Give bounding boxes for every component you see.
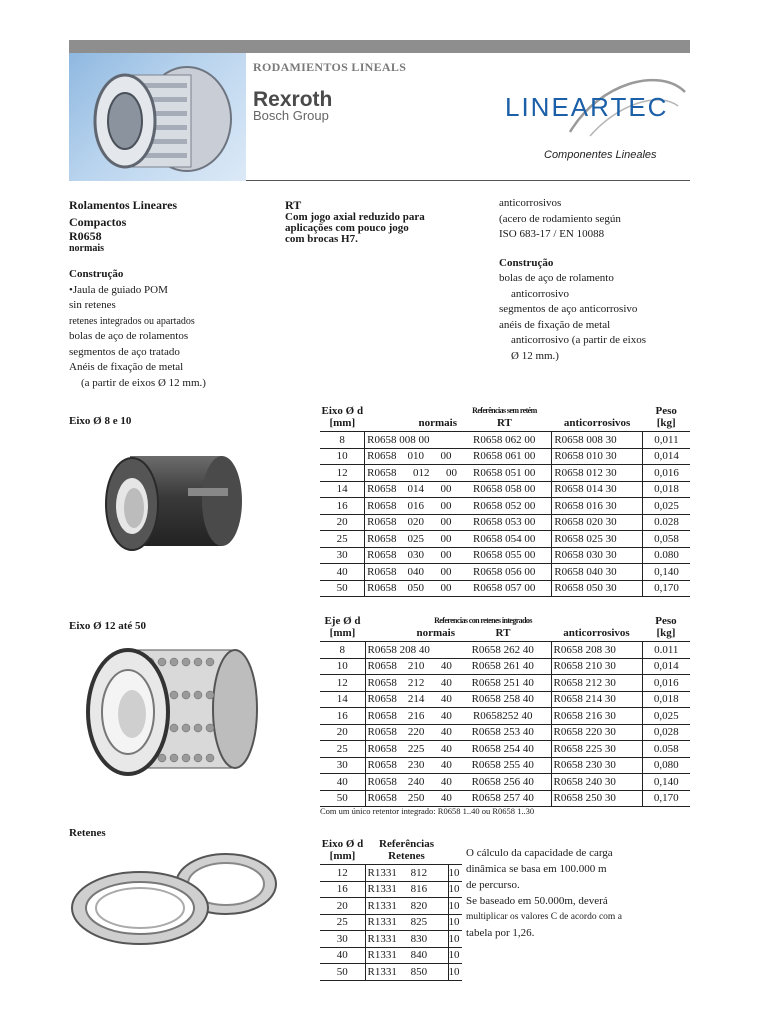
cell-anticorrosive: R0658 214 30 (551, 691, 642, 708)
header-diameter: Eixo Ø d (321, 838, 364, 850)
cell-weight: 0,014 (654, 450, 679, 463)
cell-diameter: 14 (320, 481, 365, 498)
cell-anticorrosive: R0658 225 30 (551, 741, 642, 758)
cell-rt: R0658 056 00 (457, 564, 552, 581)
table-row (320, 432, 690, 449)
table-note: Com um único retentor integrado: R0658 1..40 ou R0658 1..30 (320, 806, 535, 816)
table-seal-references (320, 838, 462, 981)
cell-weight: 0,170 (654, 582, 679, 595)
cell-weight: 0.028 (654, 516, 679, 529)
cell-seal-suffix: 10 (448, 965, 460, 978)
cell-seal-suffix: 10 (448, 866, 460, 879)
calc-line: dinâmica se basa em 100.000 m (466, 863, 607, 875)
header-mm: [mm] (329, 850, 356, 862)
header-anticorrosive: anticorrosivos (563, 627, 630, 639)
construction-line: sin retenes (69, 299, 116, 311)
anti-intro-line: ISO 683-17 / EN 10088 (499, 228, 605, 240)
rt-desc-line: aplicações com pouco jogo (285, 222, 409, 234)
anticorrosive-description (499, 196, 689, 364)
table-row (320, 481, 690, 498)
table-row (320, 931, 462, 948)
header-normais: normais (418, 417, 457, 429)
cell-seal-ref: R1331 850 (365, 964, 448, 981)
cell-normais: R0658 230 40 (367, 759, 452, 772)
cell-seal-suffix: 10 (448, 932, 460, 945)
brand-name: Rexroth (253, 88, 333, 111)
rt-heading: RT (285, 198, 302, 212)
header-weight: Peso (655, 615, 677, 627)
table-row (320, 708, 690, 725)
header-seals: Retenes (388, 850, 425, 862)
table-row (320, 790, 690, 807)
cell-seal-suffix: 10 (448, 916, 460, 929)
table-references-integrated-seals (320, 615, 690, 807)
cell-rt: R0658 062 00 (457, 432, 552, 449)
cell-rt: R0658 256 40 (455, 774, 551, 791)
header-rt: RT (495, 627, 511, 639)
header-weight: Peso (655, 405, 677, 417)
table-row (320, 741, 690, 758)
table-row (320, 564, 690, 581)
cell-seal-ref: R1331 820 (365, 898, 448, 915)
cell-weight: 0,016 (654, 466, 679, 479)
cell-rt: R0658 257 40 (455, 790, 551, 807)
cell-diameter: 20 (320, 898, 365, 915)
cell-diameter: 40 (320, 774, 365, 791)
cell-anticorrosive: R0658 210 30 (551, 658, 642, 675)
cell-anticorrosive: R0658 016 30 (552, 498, 643, 515)
cell-diameter: 8 (320, 432, 365, 449)
bearing-open-image (80, 640, 260, 780)
cell-normais: R0658 016 00 (367, 499, 452, 512)
product-description (69, 197, 259, 391)
table-row (320, 898, 462, 915)
cell-rt: R0658 251 40 (455, 675, 551, 692)
cell-anticorrosive: R0658 230 30 (551, 757, 642, 774)
calc-line: multiplicar os valores C de acordo com a (466, 912, 622, 922)
cell-normais: R0658 050 00 (367, 582, 452, 595)
cell-anticorrosive: R0658 212 30 (551, 675, 642, 692)
anti-intro-line: anticorrosivos (499, 197, 562, 209)
anti-construction-line: anticorrosivo (a partir de eixos (511, 334, 647, 346)
cell-anticorrosive: R0658 025 30 (552, 531, 643, 548)
category-heading: RODAMIENTOS LINEALS (253, 60, 407, 74)
section-label-eixo-8-10: Eixo Ø 8 e 10 (69, 415, 132, 427)
table-row (320, 675, 690, 692)
table-header (320, 838, 462, 865)
cell-normais: R0658 010 00 (367, 450, 452, 463)
cell-normais: R0658 220 40 (367, 726, 452, 739)
table-row (320, 658, 690, 675)
cell-rt: R0658 258 40 (455, 691, 551, 708)
cell-weight: 0,018 (654, 483, 679, 496)
table-row (320, 498, 690, 515)
cell-diameter: 50 (320, 964, 365, 981)
product-model: R0658 (69, 229, 102, 243)
cell-rt: R0658 057 00 (457, 580, 552, 597)
cell-weight: 0,028 (653, 726, 679, 739)
cell-seal-suffix: 10 (448, 949, 460, 962)
cell-diameter: 50 (320, 790, 365, 807)
cell-weight: 0,014 (653, 660, 679, 673)
cell-seal-ref: R1331 830 (365, 931, 448, 948)
cell-normais: R0658 214 40 (367, 693, 452, 706)
cell-weight: 0,018 (653, 693, 679, 706)
construction-line: retenes integrados ou apartados (69, 315, 195, 327)
cell-rt: R0658 058 00 (457, 481, 552, 498)
table-row (320, 881, 462, 898)
cell-seal-ref: R1331 812 (365, 865, 448, 882)
cell-weight: 0,080 (653, 759, 679, 772)
cell-diameter: 12 (320, 675, 365, 692)
anti-construction-line: bolas de aço de rolamento (499, 272, 614, 284)
load-capacity-note (466, 845, 656, 941)
cell-anticorrosive: R0658 220 30 (551, 724, 642, 741)
cell-anticorrosive: R0658 208 30 (551, 642, 642, 659)
cell-seal-ref: R1331 816 (365, 881, 448, 898)
table-row (320, 514, 690, 531)
product-title-line1: Rolamentos Lineares (69, 198, 178, 212)
table-row (320, 757, 690, 774)
cell-normais: R0658 008 00 (367, 433, 430, 446)
header-anticorrosive: anticorrosivos (563, 417, 631, 429)
cell-rt: R0658 054 00 (457, 531, 552, 548)
cell-diameter: 40 (320, 564, 365, 581)
cell-normais: R0658 210 40 (367, 660, 452, 673)
table-row (320, 964, 462, 981)
cell-weight: 0,011 (654, 433, 679, 446)
cell-normais: R0658 025 00 (367, 532, 452, 545)
calc-line: Se baseado em 50.000m, deverá (466, 895, 608, 907)
header-kg: [kg] (656, 627, 676, 639)
table-row (320, 547, 690, 564)
cell-weight: 0,025 (653, 709, 679, 722)
cell-weight: 0,025 (654, 499, 679, 512)
header-divider (246, 180, 690, 181)
cell-normais: R0658 250 40 (367, 792, 452, 805)
rt-desc-line: com brocas H7. (285, 233, 358, 245)
cell-seal-suffix: 10 (448, 899, 460, 912)
calc-line: tabela por 1,26. (466, 927, 535, 939)
cell-diameter: 20 (320, 724, 365, 741)
construction-line: Anéis de fixação de metal (69, 361, 184, 373)
rt-description (285, 198, 475, 245)
section-label-eixo-12-50: Eixo Ø 12 até 50 (69, 620, 146, 632)
cell-diameter: 16 (320, 708, 365, 725)
cell-weight: 0.011 (654, 643, 679, 656)
brand-group: Bosch Group (253, 108, 329, 123)
cell-rt: R0658 254 40 (455, 741, 551, 758)
cell-diameter: 30 (320, 931, 365, 948)
table-references-without-seal (320, 405, 690, 597)
anti-construction-line: anéis de fixação de metal (499, 318, 611, 331)
construction-line: bolas de aço de rolamentos (69, 330, 189, 342)
cell-normais: R0658 216 40 (367, 709, 452, 722)
cell-diameter: 30 (320, 547, 365, 564)
header-kg: [kg] (656, 417, 676, 429)
table-row (320, 691, 690, 708)
cell-diameter: 20 (320, 514, 365, 531)
cell-anticorrosive: R0658 014 30 (552, 481, 643, 498)
cell-diameter: 12 (320, 465, 365, 482)
header-diameter: Eixo Ø d (321, 405, 364, 417)
section-label-retenes: Retenes (69, 827, 106, 839)
cell-rt: R0658 061 00 (457, 448, 552, 465)
cell-diameter: 14 (320, 691, 365, 708)
construction-line: •Jaula de guiado POM (69, 283, 168, 296)
cell-diameter: 10 (320, 448, 365, 465)
cell-weight: 0.080 (654, 549, 679, 562)
cell-rt: R0658 253 40 (455, 724, 551, 741)
header-mm: [mm] (329, 417, 356, 429)
product-variant: normais (69, 243, 104, 254)
table-row (320, 465, 690, 482)
cell-anticorrosive: R0658 010 30 (552, 448, 643, 465)
table-row (320, 580, 690, 597)
cell-diameter: 50 (320, 580, 365, 597)
table-header (320, 615, 690, 642)
cell-weight: 0.058 (653, 742, 679, 755)
cell-weight: 0,058 (654, 532, 679, 545)
table-header (320, 405, 690, 432)
table-row (320, 914, 462, 931)
table-row (320, 724, 690, 741)
cell-anticorrosive: R0658 020 30 (552, 514, 643, 531)
cell-diameter: 8 (320, 642, 365, 659)
cell-anticorrosive: R0658 050 30 (552, 580, 643, 597)
cell-normais: R0658 225 40 (367, 742, 452, 755)
header-references: Referências (379, 838, 434, 850)
anti-construction-heading: Construção (499, 256, 554, 269)
cell-normais: R0658 020 00 (367, 516, 452, 529)
table-row (320, 947, 462, 964)
anti-construction-line: anticorrosivo (511, 287, 570, 300)
calc-line: O cálculo da capacidade de carga (466, 847, 613, 859)
cell-normais: R0658 040 00 (367, 565, 452, 578)
cell-diameter: 10 (320, 658, 365, 675)
calc-line: de percurso. (466, 879, 520, 891)
cell-normais: R0658 240 40 (367, 775, 452, 788)
header-bearing-photo (69, 53, 246, 181)
rt-desc-line: Com jogo axial reduzido para (285, 211, 425, 223)
header-bar (69, 40, 690, 53)
cell-rt: R0658 051 00 (457, 465, 552, 482)
cell-rt: R0658 055 00 (457, 547, 552, 564)
table-row (320, 531, 690, 548)
cell-anticorrosive: R0658 240 30 (551, 774, 642, 791)
cell-seal-ref: R1331 840 (365, 947, 448, 964)
partner-logo: LINEARTEC (505, 92, 669, 122)
cell-diameter: 16 (320, 498, 365, 515)
cell-rt: R0658 262 40 (455, 642, 551, 659)
cell-diameter: 12 (320, 865, 365, 882)
cell-diameter: 40 (320, 947, 365, 964)
cell-anticorrosive: R0658 008 30 (552, 432, 643, 449)
construction-heading: Construção (69, 268, 124, 280)
header-mm: [mm] (329, 627, 356, 639)
anti-construction-line: segmentos de aço anticorrosivo (499, 303, 638, 315)
cell-anticorrosive: R0658 012 30 (552, 465, 643, 482)
table-row (320, 774, 690, 791)
cell-diameter: 16 (320, 881, 365, 898)
cell-weight: 0,016 (653, 676, 679, 689)
construction-line: (a partir de eixos Ø 12 mm.) (81, 376, 206, 389)
cell-normais: R0658 012 00 (367, 466, 457, 479)
construction-line: segmentos de aço tratado (69, 345, 180, 358)
table-row (320, 448, 690, 465)
cell-rt: R0658252 40 (455, 708, 551, 725)
anti-intro-line: (acero de rodamiento según (499, 212, 621, 225)
cell-weight: 0,140 (653, 775, 679, 788)
cell-rt: R0658 052 00 (457, 498, 552, 515)
header-rt: RT (496, 417, 512, 429)
cell-diameter: 30 (320, 757, 365, 774)
cell-diameter: 25 (320, 531, 365, 548)
header-normais: normais (416, 627, 455, 639)
cell-rt: R0658 261 40 (455, 658, 551, 675)
partner-tagline: Componentes Lineales (544, 149, 657, 161)
bearing-closed-image (100, 448, 250, 560)
table-row (320, 642, 690, 659)
cell-anticorrosive: R0658 216 30 (551, 708, 642, 725)
cell-anticorrosive: R0658 030 30 (552, 547, 643, 564)
cell-normais: R0658 212 40 (367, 676, 452, 689)
cell-normais: R0658 014 00 (367, 483, 452, 496)
cell-normais: R0658 030 00 (367, 549, 452, 562)
cell-seal-suffix: 10 (448, 883, 460, 896)
anti-construction-line: Ø 12 mm.) (511, 349, 559, 362)
cell-weight: 0,140 (654, 565, 679, 578)
cell-diameter: 25 (320, 741, 365, 758)
cell-anticorrosive: R0658 040 30 (552, 564, 643, 581)
cell-rt: R0658 255 40 (455, 757, 551, 774)
cell-rt: R0658 053 00 (457, 514, 552, 531)
header-references: Referencias con retenes integrados (434, 616, 532, 625)
cell-weight: 0,170 (653, 792, 679, 805)
cell-normais: R0658 208 40 (367, 643, 430, 656)
table-row (320, 865, 462, 882)
header-references: Referências sem retém (472, 406, 537, 415)
product-title-line2: Compactos (69, 215, 127, 229)
header-diameter: Eje Ø d (324, 615, 361, 627)
seals-image (66, 848, 278, 948)
cell-anticorrosive: R0658 250 30 (551, 790, 642, 807)
cell-diameter: 25 (320, 914, 365, 931)
cell-seal-ref: R1331 825 (365, 914, 448, 931)
